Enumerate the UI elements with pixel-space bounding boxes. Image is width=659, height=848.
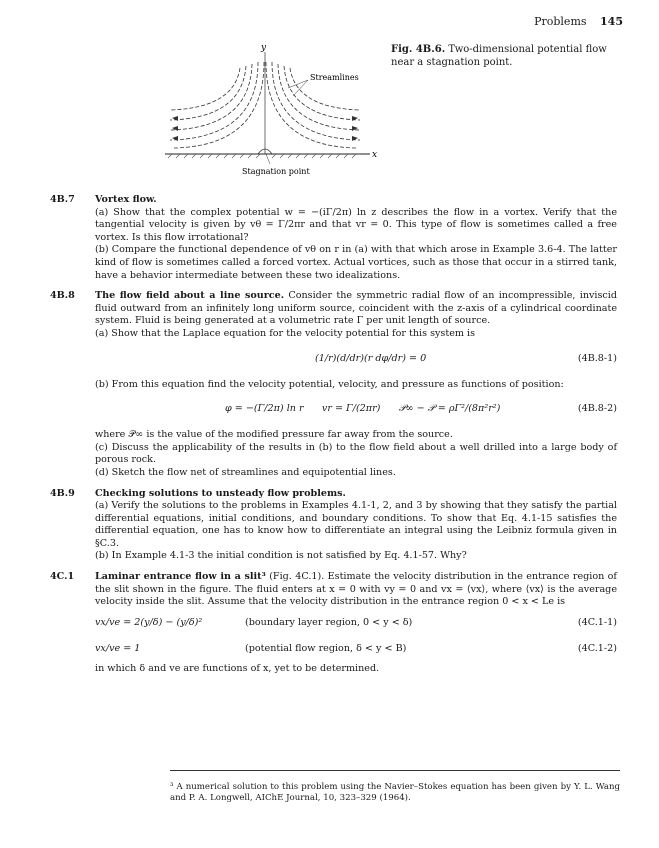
stagnation-point-label: Stagnation point: [242, 167, 310, 176]
equation-body: φ = −(Γ/2π) ln r vr = Γ/(2πr) 𝒫∞ − 𝒫 = ρΓ²/(8π²r²): [225, 403, 501, 415]
problem-number: 4B.8: [50, 290, 75, 302]
equation-number: (4C.1-1): [577, 616, 617, 628]
equation-4b8-2: [95, 393, 617, 427]
problem-part-b: (b) In Example 4.1-3 the initial condition is not satisfied by Eq. 4.1-57. Why?: [95, 550, 467, 562]
equation-body: (1/r)(d/dr)(r dφ/dr) = 0: [315, 352, 427, 364]
problem-closing: in which δ and ve are functions of x, yet to be determined.: [95, 662, 380, 674]
footnote-rule: [170, 770, 620, 771]
equation-number: (4C.1-2): [577, 642, 617, 654]
problem-number: 4B.7: [50, 194, 75, 205]
stagnation-flow-figure: [160, 40, 385, 180]
problem-where-text: where 𝒫∞ is the value of the modified pressure far away from the source.: [95, 429, 453, 441]
equation-body: vx/ve = 2(y/δ) − (y/δ)²: [95, 616, 203, 628]
equation-region: (boundary layer region, 0 < y < δ): [245, 616, 413, 628]
equation-body: vx/ve = 1: [95, 642, 141, 654]
problem-part-a: (a) Show that the Laplace equation for the velocity potential for this system is: [95, 327, 476, 339]
problem-number: 4B.9: [50, 487, 75, 499]
figure-caption: [391, 43, 631, 69]
figure-caption-text: Two-dimensional potential flow near a stagnation point.: [391, 44, 607, 68]
figure-caption-label: Fig. 4B.6.: [391, 44, 446, 55]
problem-4b7: [50, 194, 617, 282]
problem-number: 4C.1: [50, 571, 75, 583]
equation-4b8-1: [95, 343, 617, 377]
problem-4c1: [50, 571, 617, 675]
equation-number: (4B.8-2): [577, 403, 617, 415]
problem-4b8: [50, 290, 617, 479]
streamline: [170, 66, 246, 120]
problem-part-b: (b) From this equation find the velocity potential, velocity, and pressure as functions of position:: [95, 378, 564, 390]
equation-region: (potential flow region, δ < y < B): [245, 642, 407, 654]
equation-4c1-1: [95, 611, 617, 637]
problem-title: Vortex flow.: [95, 194, 157, 205]
streamline: [170, 68, 240, 110]
problem-title: Laminar entrance flow in a slit³: [95, 571, 266, 583]
equation-4c1-2: [95, 639, 617, 661]
problem-title: Checking solutions to unsteady flow problems.: [95, 487, 346, 499]
x-axis-label: x: [372, 150, 378, 160]
problem-part-a: (a) Verify the solutions to the problems in Examples 4.1-1, 2, and 3 by showing that they satisfy the partial differential equations, initial conditions, and boundary conditions. To show that Eq. 4.1-15 satisfies the differential equation, one has to know how to differentiate an integral using the Leibniz formula given in §C.3.: [95, 500, 617, 549]
streamline: [174, 62, 264, 148]
problem-title: The flow field about a line source.: [95, 290, 285, 302]
problem-part-b: (b) Compare the functional dependence of vθ on r in (a) with that which arose in Example 3.6-4. The latter kind of flow is sometimes called a forced vortex. Actual vortices, such as those that occur in a stirred tank, have a behavior intermediate between these two idealizations.: [95, 244, 617, 281]
footnote: ³ A numerical solution to this problem using the Navier–Stokes equation has been given by Y. L. Wang and P. A. Longwell, AIChE Journal, 10, 323–329 (1964).: [170, 782, 620, 803]
y-axis-label: y: [261, 43, 267, 53]
problems-body: [50, 194, 617, 683]
running-header: [534, 15, 623, 28]
problem-part-c: (c) Discuss the applicability of the results in (b) to the flow field about a well drilled into a large body of porous rock.: [95, 441, 617, 466]
section-title: Problems: [534, 15, 587, 28]
equation-number: (4B.8-1): [577, 352, 617, 364]
streamlines-label: Streamlines: [310, 73, 359, 82]
problem-intro: Consider the symmetric radial flow of an incompressible, inviscid fluid outward from an infinitely long uniform source, coincident with the z-axis of a cylindrical coordinate system. Fluid is being generated at a volumetric rate Γ per unit length of source.: [95, 290, 617, 327]
problem-part-a: (a) Show that the complex potential w = −(iΓ/2π) ln z describes the flow in a vortex. Verify that the tangential velocity is given by vθ = Γ/2πr and that vr = 0. This type of flow is sometimes called a free vortex. Is this flow irrotational?: [95, 206, 617, 243]
problem-intro: (Fig. 4C.1). Estimate the velocity distribution in the entrance region of the slit shown in the figure. The fluid enters at x = 0 with vy = 0 and vx = ⟨vx⟩, where ⟨vx⟩ is the average velocity inside the slit. Assume that the velocity distribution in the entrance region 0 < x < Le is: [95, 571, 617, 608]
problem-part-d: (d) Sketch the flow net of streamlines and equipotential lines.: [95, 466, 396, 478]
streamline: [170, 64, 252, 130]
problem-4b9: [50, 487, 617, 564]
page-number: 145: [600, 15, 623, 28]
